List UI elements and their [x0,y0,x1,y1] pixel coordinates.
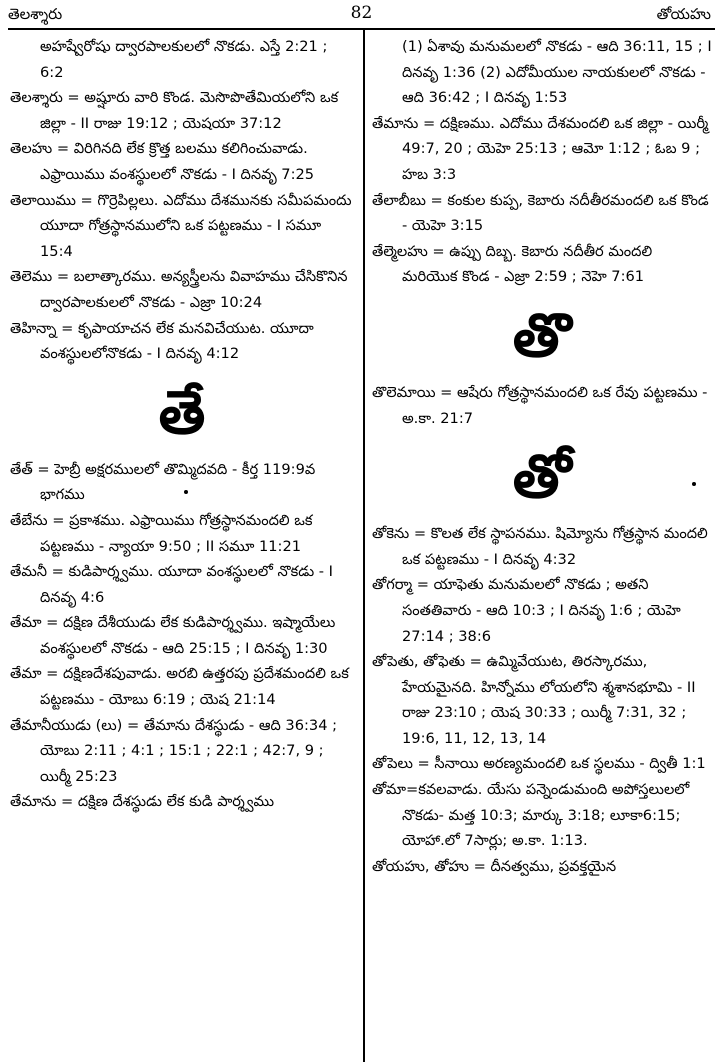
dictionary-entry [372,854,712,880]
dictionary-entry [10,559,354,610]
entry-text: తోపెలు = సీనాయి అరణ్యమందలి ఒక స్థలము - ద్వితీ 1:1 [372,755,706,773]
entry-text: తొలెమాయి = ఆషేరు గోత్రస్థానమందలి ఒక రేవు పట్టణము - అ.కా. 21:7 [372,383,708,427]
left-column [10,34,354,815]
entry-text: తేలాబీబు = కంకుల కుప్ప, కెబారు నదీతీరమందలి ఒక కొండ - యెహె 3:15 [372,191,709,235]
dictionary-entry [10,508,354,559]
entry-text: తేమానీయుడు (లు) = తేమాను దేశస్థుడు - ఆది 36:34 ; యోబు 2:11 ; 4:1 ; 15:1 ; 22:1 ; 42:7, 9 ; యిర్మీ 25:23 [10,716,338,785]
entry-text: తేమాను = దక్షిణ దేశస్థుడు లేక కుడి పార్శ్వము [10,793,275,811]
dictionary-entry [10,316,354,367]
running-head-left: తెలశ్శారు [8,5,63,23]
page-header [0,0,723,30]
entry-text: (1) ఏశావు మనుమలలో నొకడు - ఆది 36:11, 15 ; I దినవృ 1:36 (2) ఎదోమీయుల నాయకులలో నొకడు - ఆది 36:42 ; I దినవృ 1:53 [402,38,712,107]
dictionary-entry [372,380,712,431]
page-number: 82 [350,3,373,23]
entry-text: తేమా = దక్షిణదేశపువాడు. అరబి ఉత్తరపు ప్రదేశమందలి ఒక పట్టణము - యోబు 6:19 ; యెష 21:14 [10,665,349,709]
entry-text: తేమా = దక్షిణ దేశీయుడు లేక కుడిపార్శ్వము. ఇష్మాయేలు వంశస్థులలో నొకడు - ఆది 25:15 ; I దినవృ 1:30 [10,614,336,657]
print-speck [692,482,696,486]
dictionary-entry [10,85,354,136]
dictionary-entry [372,239,712,290]
section-letter: తో [512,442,572,513]
header-rule [8,28,715,30]
entry-text: తెలహు = విరిగినది లేక క్రొత్త బలము కలిగించువాడు. ఎఫ్రాయిము వంశస్థులలో నొకడు - I దినవృ 7:25 [10,140,315,183]
dictionary-entry [10,264,354,315]
dictionary-entry [10,661,354,712]
section-letter: తొ [512,300,572,371]
dictionary-entry [372,751,712,777]
print-speck [184,490,188,494]
entry-text: తెలెము = బలాత్కారము. అన్యస్త్రీలను వివాహము చేసికొనిన ద్వారపాలకులలో నొకడు - ఎజ్రా 10:24 [10,268,348,311]
entry-text: తోకెను = కొలత లేక స్థాపనము. షిమ్యోను గోత్రస్థాన మందలి ఒక పట్టణము - I దినవృ 4:32 [372,525,708,568]
entry-text: తేల్మెలహు = ఉప్పు దిబ్బ. కెబారు నదీతీర మందలి మరియొక కొండ - ఎజ్రా 2:59 ; నెహె 7:61 [372,242,653,286]
entry-text: తేత్ = హెబ్రీ అక్షరములలో తొమ్మిదవది - కీర్త 119:9వ భాగము [10,460,316,504]
entry-continuation [10,34,354,85]
dictionary-entry [10,457,354,508]
dictionary-entry [10,789,354,815]
dictionary-entry [372,777,712,854]
column-divider [363,30,365,1062]
entry-continuation [372,34,712,111]
dictionary-entry [10,136,354,187]
dictionary-entry [372,572,712,649]
entry-text: తేమాను = దక్షిణము. ఎదోము దేశమందలి ఒక జిల్లా - యిర్మీ 49:7, 20 ; యెహె 25:13 ; ఆమో 1:12 ; ఓబ 9 ; హబ 3:3 [372,114,709,183]
entry-text: తెలశ్శారు = అష్షూరు వారి కొండ. మెసొపొతేమియలోని ఒక జిల్లా - II రాజు 19:12 ; యెషయా 37:12 [10,89,339,132]
section-letter: తే [158,377,206,448]
dictionary-entry [10,188,354,265]
entry-text: తెలాయిము = గొర్రెపిల్లలు. ఎదోము దేశమునకు సమీపమందు యూదా గోత్రస్థానములోని ఒక పట్టణము - I సమూ 15:4 [10,191,352,260]
entry-text: తేబేను = ప్రకాశము. ఎఫ్రాయిము గోత్రస్థానమందలి ఒక పట్టణము - న్యాయా 9:50 ; II సమూ 11:21 [10,511,313,555]
dictionary-entry [372,111,712,188]
entry-text: తోమా=కవలవాడు. యేసు పన్నెండుమంది అపోస్తలులలో నొకడు- మత్త 10:3; మార్కు 3:18; లూకా6:15; యోహా.లో 7సార్లు; అ.కా. 1:13. [372,781,690,850]
running-head-right: తోయహు [656,5,711,23]
entry-text: తోగర్మా = యాఫెతు మనుమలలో నొకడు ; అతని సంతతివారు - ఆది 10:3 ; I దినవృ 1:6 ; యెహె 27:14 ; 38:6 [372,576,681,645]
dictionary-entry [10,610,354,661]
entry-text: తోపెతు, తోఫెతు = ఉమ్మివేయుట, తిరస్కారము, హేయమైనది. హిన్నోము లోయలోని శ్మశానభూమి - II రాజు 23:10 ; యెష 30:33 ; యిర్మీ 7:31, 32 ; 19:6, 11, 12, 13, 14 [372,653,696,747]
dictionary-entry [372,649,712,751]
entry-text: తెహిన్నా = కృపాయాచన లేక మనవిచేయుట. యూదా వంశస్థులలోనొకడు - I దినవృ 4:12 [10,319,314,363]
entry-text: తేమనీ = కుడిపార్శ్వము. యూదా వంశస్థులలో నొకడు - I దినవృ 4:6 [10,563,333,606]
dictionary-entry [372,521,712,572]
entry-text: తోయహు, తోహు = దీనత్వము, ప్రవక్తయైన [372,857,617,875]
entry-text: అహష్వేరోషు ద్వారపాలకులలో నొకడు. ఎస్తే 2:21 ; 6:2 [40,38,328,81]
dictionary-entry [10,713,354,790]
right-column [372,34,712,879]
dictionary-entry [372,188,712,239]
